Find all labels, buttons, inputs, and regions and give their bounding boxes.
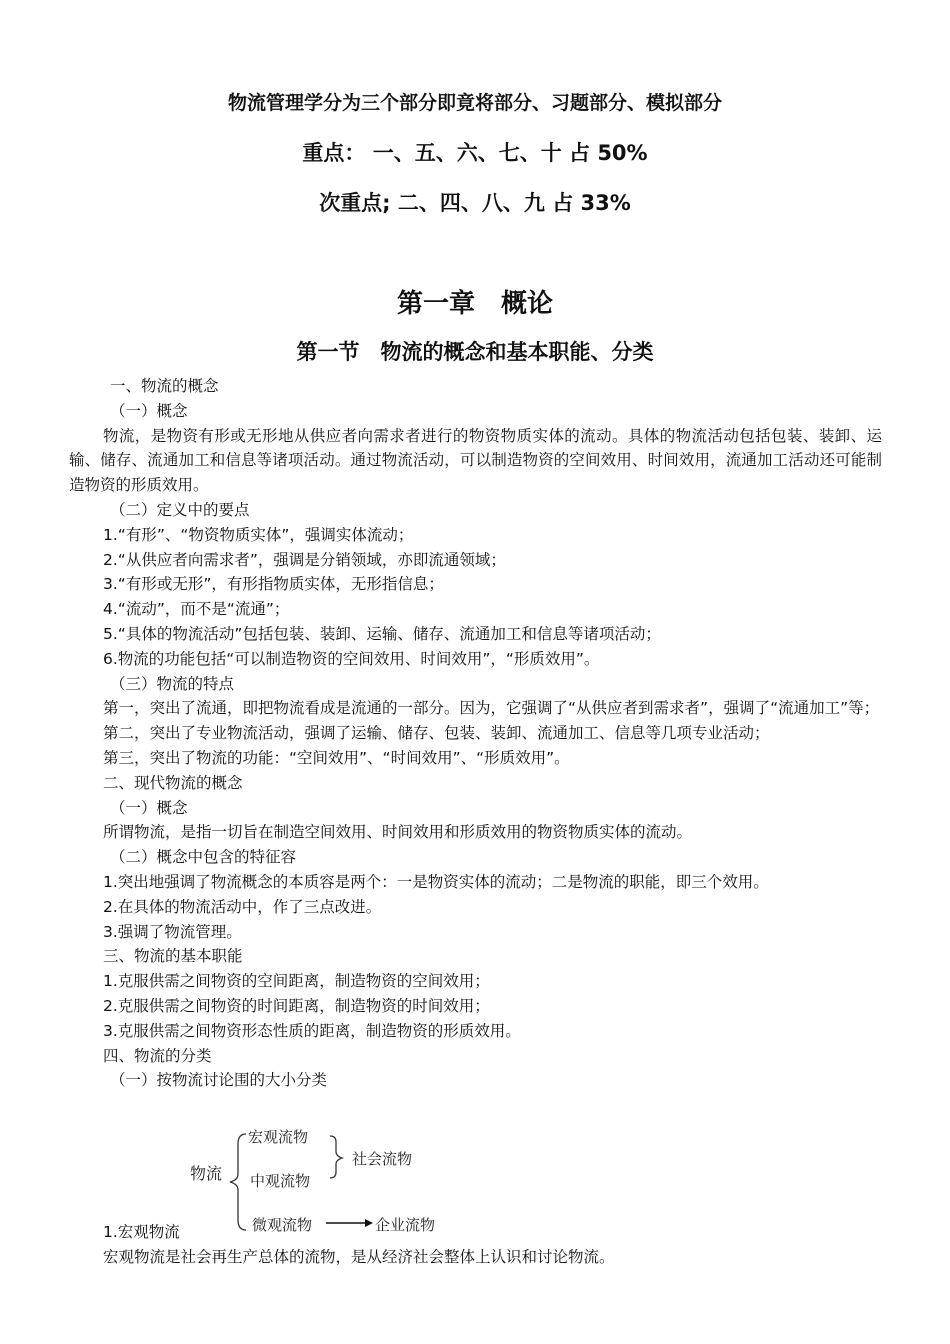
body-line: 三、物流的基本职能 <box>103 947 243 966</box>
body-line: 1.克服供需之间物资的空间距离，制造物资的空间效用； <box>103 972 490 991</box>
section-title: 第一节 物流的概念和基本职能、分类 <box>296 340 654 364</box>
body-line: 一、物流的概念 <box>110 377 219 395</box>
macro-logistics-item: 1.宏观物流 <box>103 1223 180 1241</box>
body-line: 4.“流动”，而不是“流通”； <box>103 600 290 619</box>
diagram-social-label: 社会流物 <box>352 1150 413 1168</box>
body-line: （二）定义中的要点 <box>110 500 250 519</box>
body-line: 第三，突出了物流的功能：“空间效用”、“时间效用”、“形质效用”。 <box>103 748 570 767</box>
body-line: 第一，突出了流通，即把物流看成是流通的一部分。因为，它强调了“从供应者到需求者”，强调了“流通加工”等； <box>103 699 880 718</box>
body-line: （一）概念 <box>110 798 188 817</box>
body-line: 物流，是物资有形或无形地从供应者向需求者进行的物资物质实体的流动。具体的物流活动包括包装、装卸、运输、储存、流通加工和信息等诸项活动。通过物流活动，可以制造物资的空间效用、时间效用，流通加工活动还可能制造物资的形质效用。 <box>69 426 882 495</box>
document-body <box>69 374 882 1093</box>
diagram-macro-label: 宏观流物 <box>248 1128 309 1146</box>
diagram-enterprise-label: 企业流物 <box>375 1216 436 1234</box>
intro-heading: 物流管理学分为三个部分即竟将部分、习题部分、模拟部分 <box>227 92 722 114</box>
body-line: 3.“有形或无形”，有形指物质实体，无形指信息； <box>103 575 444 594</box>
body-line: 1.突出地强调了物流概念的本质容是两个：一是物资实体的流动；二是物流的职能，即三个效用。 <box>103 872 769 891</box>
body-line: 6.物流的功能包括“可以制造物资的空间效用、时间效用”，“形质效用”。 <box>103 649 600 668</box>
body-line: （二）概念中包含的特征容 <box>110 848 297 867</box>
secondary-points-heading: 次重点; 二、四、八、九 占 33% <box>319 191 631 215</box>
key-points-heading: 重点： 一、五、六、七、十 占 50% <box>302 141 648 165</box>
body-line: 2.克服供需之间物资的时间距离，制造物资的时间效用； <box>103 996 490 1015</box>
body-line: 3.强调了物流管理。 <box>103 922 242 941</box>
body-line: 二、现代物流的概念 <box>103 773 243 792</box>
body-line: （一）概念 <box>110 401 188 420</box>
body-line: 2.“从供应者向需求者”，强调是分销领域，亦即流通领域； <box>103 550 506 569</box>
body-line: 所谓物流，是指一切旨在制造空间效用、时间效用和形质效用的物资物质实体的流动。 <box>103 823 693 842</box>
body-line: 第二，突出了专业物流活动，强调了运输、储存、包装、装卸、流通加工、信息等几项专业活动； <box>103 724 770 743</box>
body-line: 四、物流的分类 <box>103 1046 212 1065</box>
diagram-middle-label: 中观流物 <box>250 1172 311 1190</box>
diagram-root-label: 物流 <box>190 1164 223 1183</box>
body-line: 5.“具体的物流活动”包括包装、装卸、运输、储存、流通加工和信息等诸项活动； <box>103 624 661 643</box>
body-line: （三）物流的特点 <box>110 674 235 693</box>
body-line: 3.克服供需之间物资形态性质的距离，制造物资的形质效用。 <box>103 1021 521 1040</box>
body-line: 2.在具体的物流活动中，作了三点改进。 <box>103 897 382 916</box>
body-line: 1.“有形”、“物资物质实体”，强调实体流动； <box>103 525 414 544</box>
diagram-micro-label: 微观流物 <box>252 1216 313 1234</box>
body-line: （一）按物流讨论围的大小分类 <box>110 1071 328 1090</box>
chapter-title: 第一章 概论 <box>396 289 553 319</box>
macro-logistics-desc: 宏观物流是社会再生产总体的流物，是从经济社会整体上认识和讨论物流。 <box>103 1248 615 1266</box>
